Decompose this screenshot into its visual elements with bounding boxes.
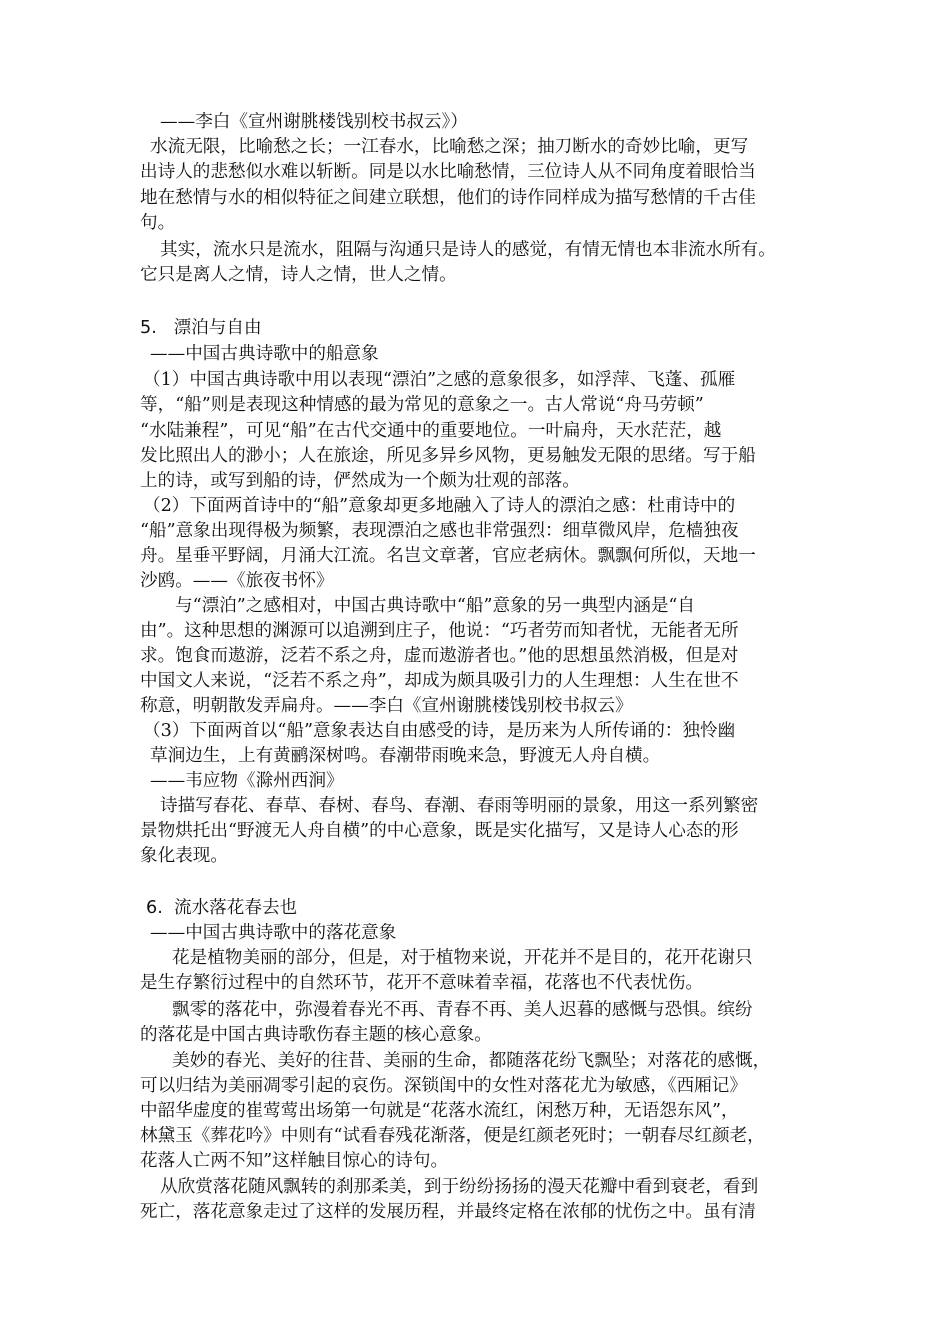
text-line: 飘零的落花中，弥漫着春光不再、青春不再、美人迟暮的感慨与恐惧。缤纷	[172, 1000, 753, 1020]
text-line: 上的诗，或写到船的诗，俨然成为一个颇为壮观的部落。	[140, 471, 580, 491]
text-line: 发比照出人的渺小；人在旅途，所见多异乡风物，更易触发无限的思绪。写于船	[140, 446, 756, 466]
text-line: 由”。这种思想的渊源可以追溯到庄子，他说：“巧者劳而知者忧，无能者无所	[140, 621, 739, 641]
text-line: 花是植物美丽的部分，但是，对于植物来说，开花并不是目的，花开花谢只	[172, 948, 753, 968]
text-line: 花落人亡两不知”这样触目惊心的诗句。	[140, 1151, 449, 1171]
text-line: 的落花是中国古典诗歌伤春主题的核心意象。	[140, 1025, 492, 1045]
text-line: 诗描写春花、春草、春树、春鸟、春潮、春雨等明丽的景象，用这一系列繁密	[160, 796, 759, 816]
text-line: “水陆兼程”，可见“船”在古代交通中的重要地位。一叶扁舟，天水茫茫，越	[140, 421, 722, 441]
text-line: 求。饱食而遨游，泛若不系之舟，虚而遨游者也。”他的思想虽然消极，但是对	[140, 646, 739, 666]
text-line: （3）下面两首以“船”意象表达自由感受的诗，是历来为人所传诵的：独怜幽	[143, 721, 736, 741]
section-heading: 5. 漂泊与自由	[140, 318, 262, 338]
text-line: 水流无限，比喻愁之长；一江春水，比喻愁之深；抽刀断水的奇妙比喻，更写	[150, 137, 749, 157]
text-line: 它只是离人之情，诗人之情，世人之情。	[140, 265, 457, 285]
text-line: 舟。星垂平野阔，月涌大江流。名岂文章著，官应老病休。飘飘何所似，天地一	[140, 546, 756, 566]
text-line: 象化表现。	[140, 846, 228, 866]
text-line: 地在愁情与水的相似特征之间建立联想，他们的诗作同样成为描写愁情的千古佳	[140, 188, 756, 208]
text-line: 出诗人的悲愁似水难以斩断。同是以水比喻愁情，三位诗人从不同角度着眼恰当	[140, 162, 756, 182]
section-subtitle: ——中国古典诗歌中的船意象	[150, 344, 379, 364]
text-line: ——李白《宣州谢朓楼饯别校书叔云》）	[160, 112, 468, 132]
text-line: 可以归结为美丽凋零引起的哀伤。深锁闺中的女性对落花尤为敏感，《西厢记》	[140, 1076, 747, 1096]
text-line: 沙鸥。——《旅夜书怀》	[140, 571, 334, 591]
text-line: 其实，流水只是流水，阻隔与沟通只是诗人的感觉，有情无情也本非流水所有。	[160, 240, 776, 260]
text-line: 称意，明朝散发弄扁舟。——李白《宣州谢朓楼饯别校书叔云》	[140, 696, 633, 716]
text-line: 中韶华虚度的崔莺莺出场第一句就是“花落水流红，闲愁万种，无语怨东风”，	[140, 1101, 739, 1121]
text-line: 林黛玉《葬花吟》中则有“试看春残花渐落，便是红颜老死时；一朝春尽红颜老，	[140, 1126, 765, 1146]
text-line: 死亡，落花意象走过了这样的发展历程，并最终定格在浓郁的忧伤之中。虽有清	[140, 1202, 756, 1222]
section-subtitle: ——中国古典诗歌中的落花意象	[150, 923, 397, 943]
text-line: 草涧边生，上有黄鹂深树鸣。春潮带雨晚来急，野渡无人舟自横。	[150, 746, 661, 766]
text-line: 美妙的春光、美好的往昔、美丽的生命，都随落花纷飞飘坠；对落花的感慨，	[172, 1051, 771, 1071]
text-line: （2）下面两首诗中的“船”意象却更多地融入了诗人的漂泊之感：杜甫诗中的	[143, 496, 736, 516]
text-line: （1）中国古典诗歌中用以表现“漂泊”之感的意象很多，如浮萍、飞蓬、孤雁	[143, 370, 736, 390]
text-line: 中国文人来说，“泛若不系之舟”，却成为颇具吸引力的人生理想：人生在世不	[140, 671, 739, 691]
section-heading: 6. 流水落花春去也	[146, 898, 298, 918]
text-line: ——韦应物《滁州西涧》	[150, 771, 344, 791]
text-line: 从欣赏落花随风飘转的刹那柔美，到于纷纷扬扬的漫天花瓣中看到衰老，看到	[160, 1177, 759, 1197]
text-line: 与“漂泊”之感相对，中国古典诗歌中“船”意象的另一典型内涵是“自	[175, 596, 696, 616]
text-line: 句。	[140, 213, 176, 233]
text-line: 等，“船”则是表现这种情感的最为常见的意象之一。古人常说“舟马劳顿”	[140, 395, 704, 415]
text-line: 景物烘托出“野渡无人舟自横”的中心意象，既是实化描写，又是诗人心态的形	[140, 821, 739, 841]
text-line: 是生存繁衍过程中的自然环节，花开不意味着幸福，花落也不代表忧伤。	[140, 973, 704, 993]
text-line: “船”意象出现得极为频繁，表现漂泊之感也非常强烈：细草微风岸，危樯独夜	[140, 521, 739, 541]
